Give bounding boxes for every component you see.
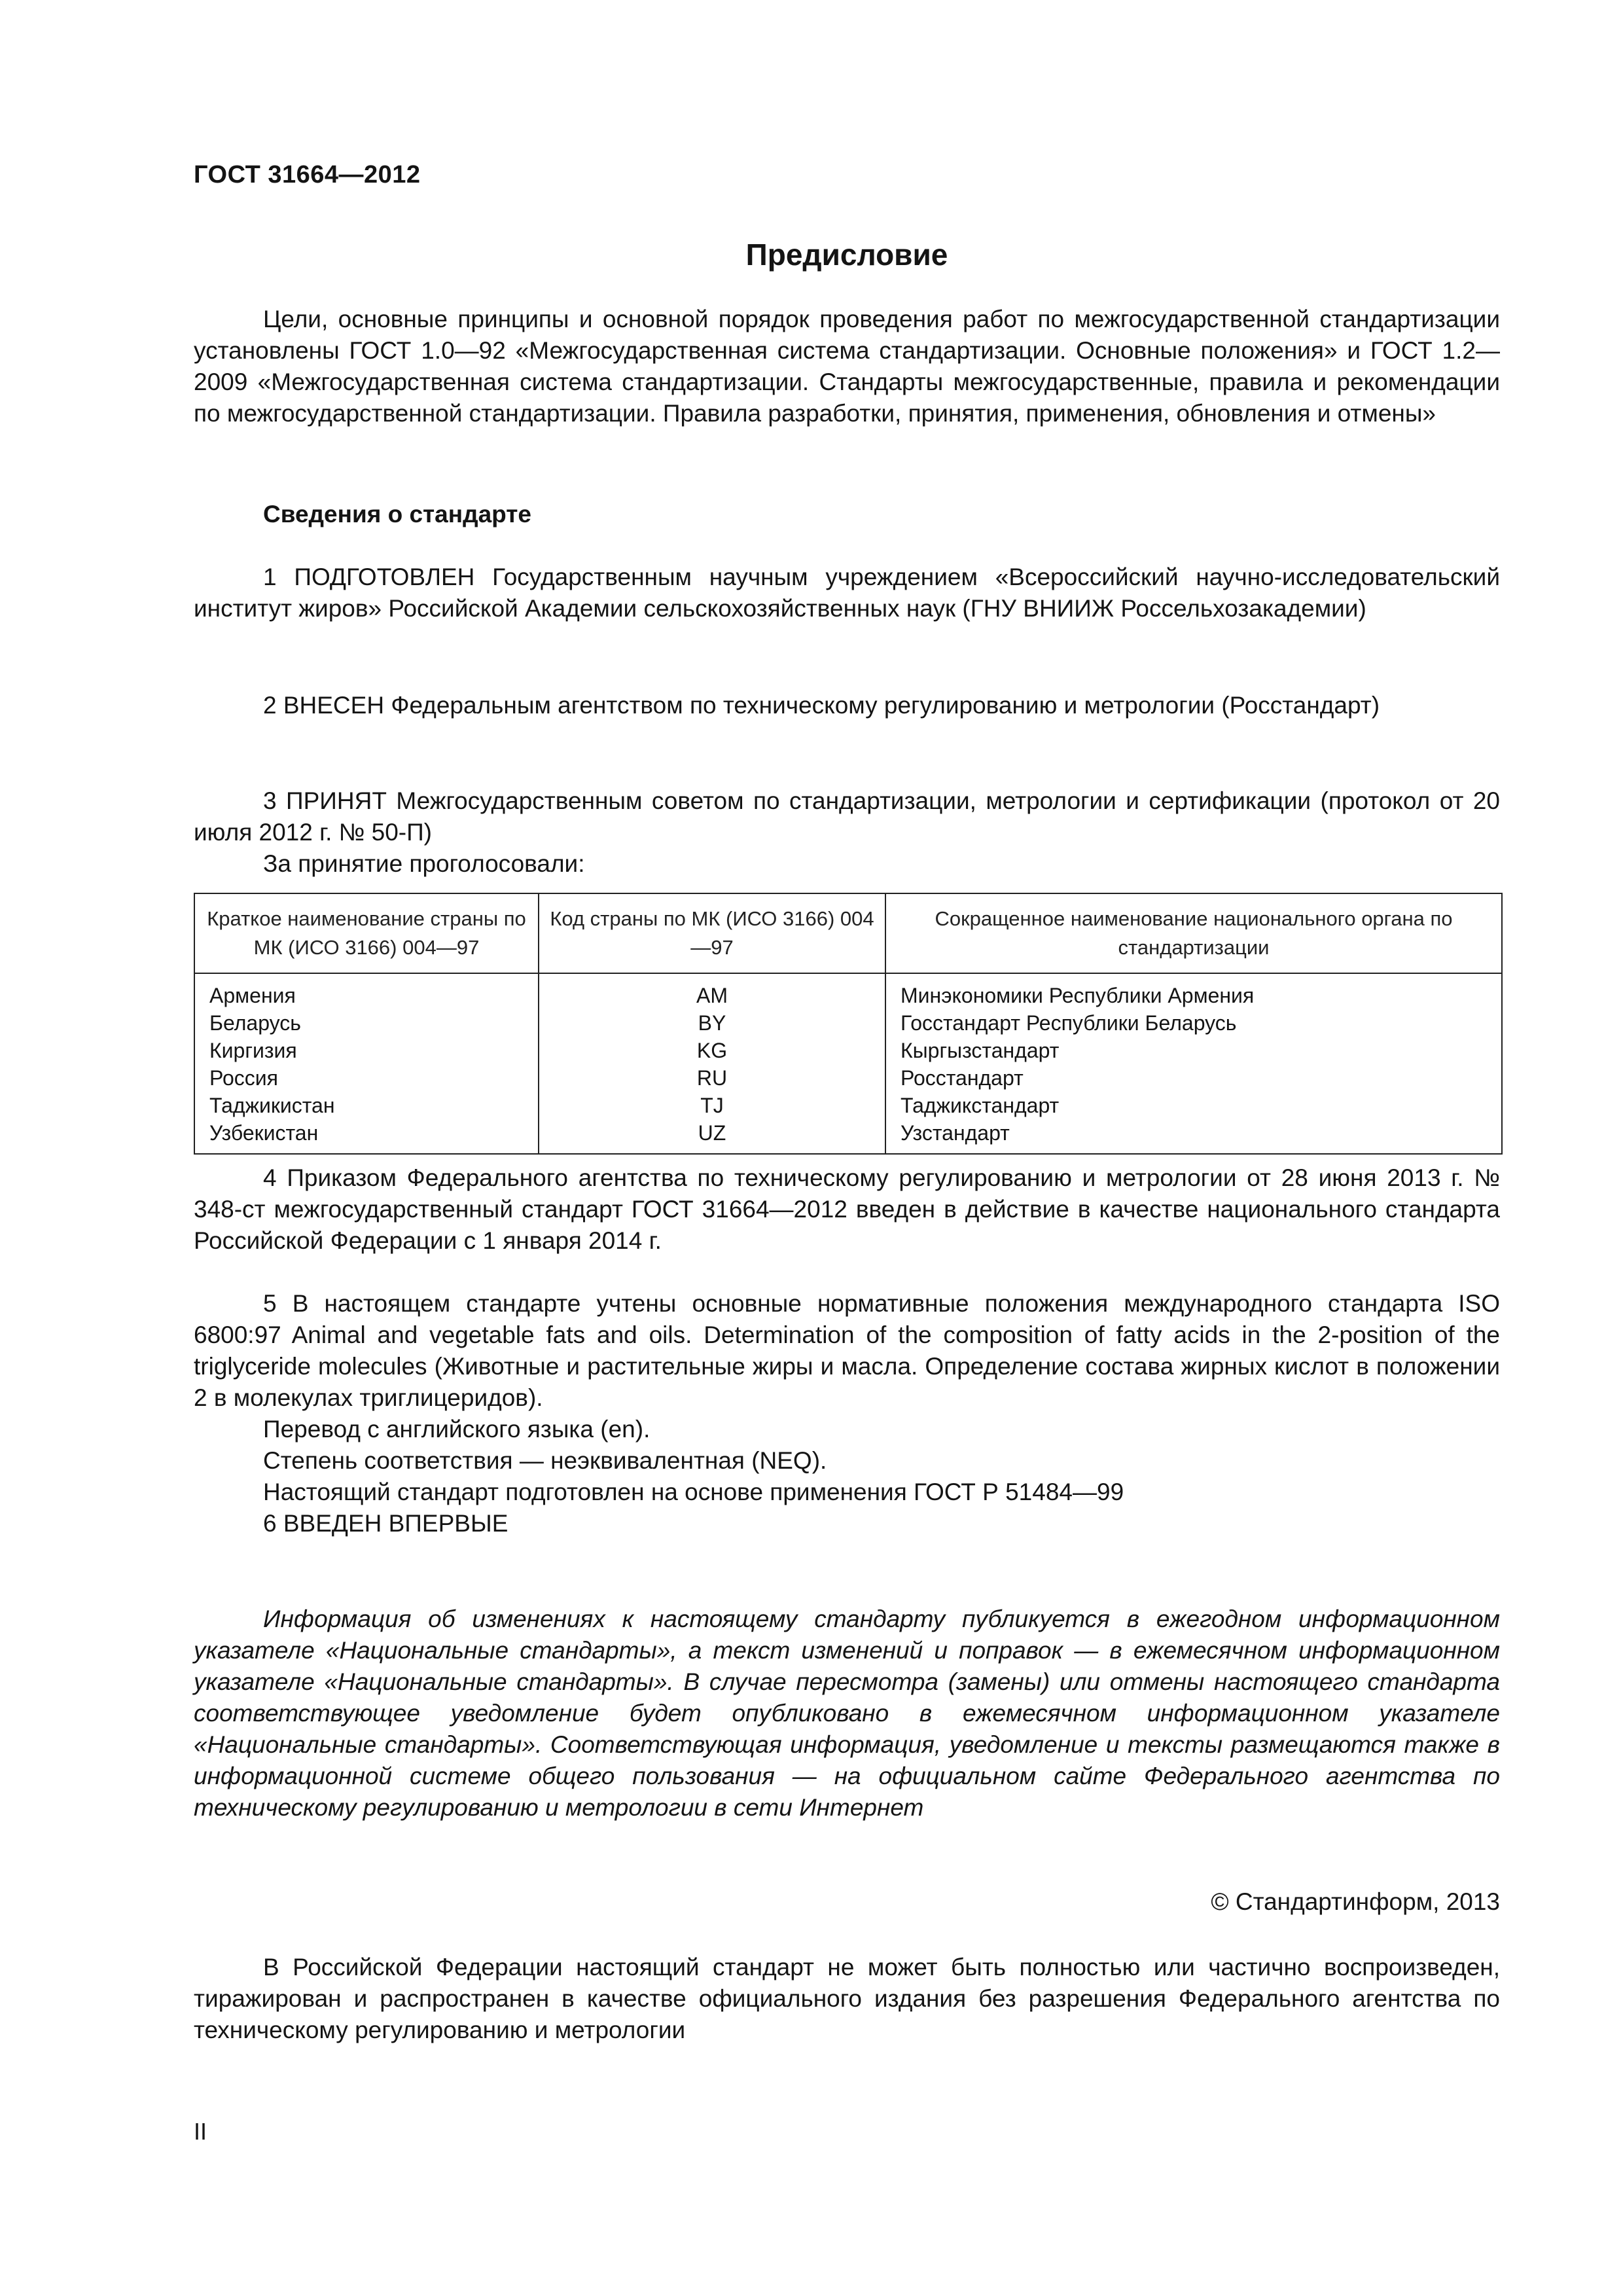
voting-table bbox=[194, 893, 1503, 1155]
page-title: Предисловие bbox=[745, 238, 948, 272]
table-row bbox=[194, 1009, 1502, 1037]
item-1-paragraph: 1 ПОДГОТОВЛЕН Государственным научным учреждением «Всероссийский научно-исследовательский институт жиров» Российской Академии сельскохозяйственных наук (ГНУ ВНИИЖ Россельхозакадемии) bbox=[194, 564, 1500, 622]
body-cell: Росстандарт bbox=[885, 1064, 1502, 1092]
code-cell: RU bbox=[539, 1064, 885, 1092]
voted-label: За принятие проголосовали: bbox=[263, 850, 585, 877]
body-cell: Кыргызстандарт bbox=[885, 1037, 1502, 1064]
translation-line: Перевод с английского языка (en). bbox=[263, 1416, 651, 1443]
copyright-line: © Стандартинформ, 2013 bbox=[1211, 1888, 1500, 1915]
table-row bbox=[194, 1119, 1502, 1154]
country-cell: Беларусь bbox=[194, 1009, 539, 1037]
code-cell: BY bbox=[539, 1009, 885, 1037]
item-3-paragraph: 3 ПРИНЯТ Межгосударственным советом по стандартизации, метрологии и сертификации (протокол от 20 июля 2012 г. № 50-П) bbox=[194, 787, 1500, 846]
intro-paragraph: Цели, основные принципы и основной порядок проведения работ по межгосударственной стандартизации установлены ГОСТ 1.0—92 «Межгосударственная система стандартизации. Основные положения» и ГОСТ 1.2—2009 «Межгосударственная система стандартизации. Стандарты межгосударственные, правила и рекомендации по межгосударственной стандартизации. Правила разработки, принятия, применения, обновления и отмены» bbox=[194, 306, 1500, 427]
body-cell: Госстандарт Республики Беларусь bbox=[885, 1009, 1502, 1037]
document-page bbox=[194, 0, 1500, 2296]
page-number: II bbox=[194, 2118, 207, 2145]
table-row bbox=[194, 1092, 1502, 1119]
code-cell: AM bbox=[539, 973, 885, 1009]
document-header: ГОСТ 31664—2012 bbox=[194, 161, 421, 188]
body-cell: Узстандарт bbox=[885, 1119, 1502, 1154]
table-header-row bbox=[194, 893, 1502, 973]
code-cell: TJ bbox=[539, 1092, 885, 1119]
item-2-paragraph: 2 ВНЕСЕН Федеральным агентством по техническому регулированию и метрологии (Росстандарт) bbox=[263, 692, 1380, 719]
item-4-paragraph: 4 Приказом Федерального агентства по техническому регулированию и метрологии от 28 июня 2013 г. № 348-ст межгосударственный стандарт ГОСТ 31664—2012 введен в действие в качестве национального стандарта Российской Федерации с 1 января 2014 г. bbox=[194, 1164, 1500, 1254]
table-header-country: Краткое наименование страны по МК (ИСО 3166) 004—97 bbox=[194, 893, 539, 973]
basis-line: Настоящий стандарт подготовлен на основе применения ГОСТ Р 51484—99 bbox=[263, 1479, 1124, 1505]
table-row bbox=[194, 1064, 1502, 1092]
country-cell: Киргизия bbox=[194, 1037, 539, 1064]
table-row bbox=[194, 973, 1502, 1009]
item-5-paragraph: 5 В настоящем стандарте учтены основные нормативные положения международного стандарта ISO 6800:97 Animal and vegetable fats and oils. Determination of the composition of fatty acids in the 2-position of the triglyceride molecules (Животные и растительные жиры и масла. Определение состава жирных кислот в положении 2 в молекулах триглицеридов). bbox=[194, 1290, 1500, 1411]
country-cell: Армения bbox=[194, 973, 539, 1009]
item-6-line: 6 ВВЕДЕН ВПЕРВЫЕ bbox=[263, 1510, 508, 1537]
code-cell: KG bbox=[539, 1037, 885, 1064]
country-cell: Узбекистан bbox=[194, 1119, 539, 1154]
table-header-body: Сокращенное наименование национального органа по стандартизации bbox=[885, 893, 1502, 973]
section-heading: Сведения о стандарте bbox=[263, 501, 531, 528]
country-cell: Россия bbox=[194, 1064, 539, 1092]
info-notice-paragraph: Информация об изменениях к настоящему стандарту публикуется в ежегодном информационном указателе «Национальные стандарты», а текст изменений и поправок — в ежемесячном информационном указателе «Национальные стандарты». В случае пересмотра (замены) или отмены настоящего стандарта соответствующее уведомление будет опубликовано в ежемесячном информационном указателе «Национальные стандарты». Соответствующая информация, уведомление и тексты размещаются также в информационной системе общего пользования — на официальном сайте Федерального агентства по техническому регулированию и метрологии в сети Интернет bbox=[194, 1605, 1500, 1821]
country-cell: Таджикистан bbox=[194, 1092, 539, 1119]
code-cell: UZ bbox=[539, 1119, 885, 1154]
rights-paragraph: В Российской Федерации настоящий стандарт не может быть полностью или частично воспроизведен, тиражирован и распространен в качестве официального издания без разрешения Федерального агентства по техническому регулированию и метрологии bbox=[194, 1954, 1500, 2043]
conformity-line: Степень соответствия — неэквивалентная (NEQ). bbox=[263, 1447, 827, 1474]
body-cell: Таджикстандарт bbox=[885, 1092, 1502, 1119]
table-header-code: Код страны по МК (ИСО 3166) 004—97 bbox=[539, 893, 885, 973]
body-cell: Минэкономики Республики Армения bbox=[885, 973, 1502, 1009]
table-row bbox=[194, 1037, 1502, 1064]
